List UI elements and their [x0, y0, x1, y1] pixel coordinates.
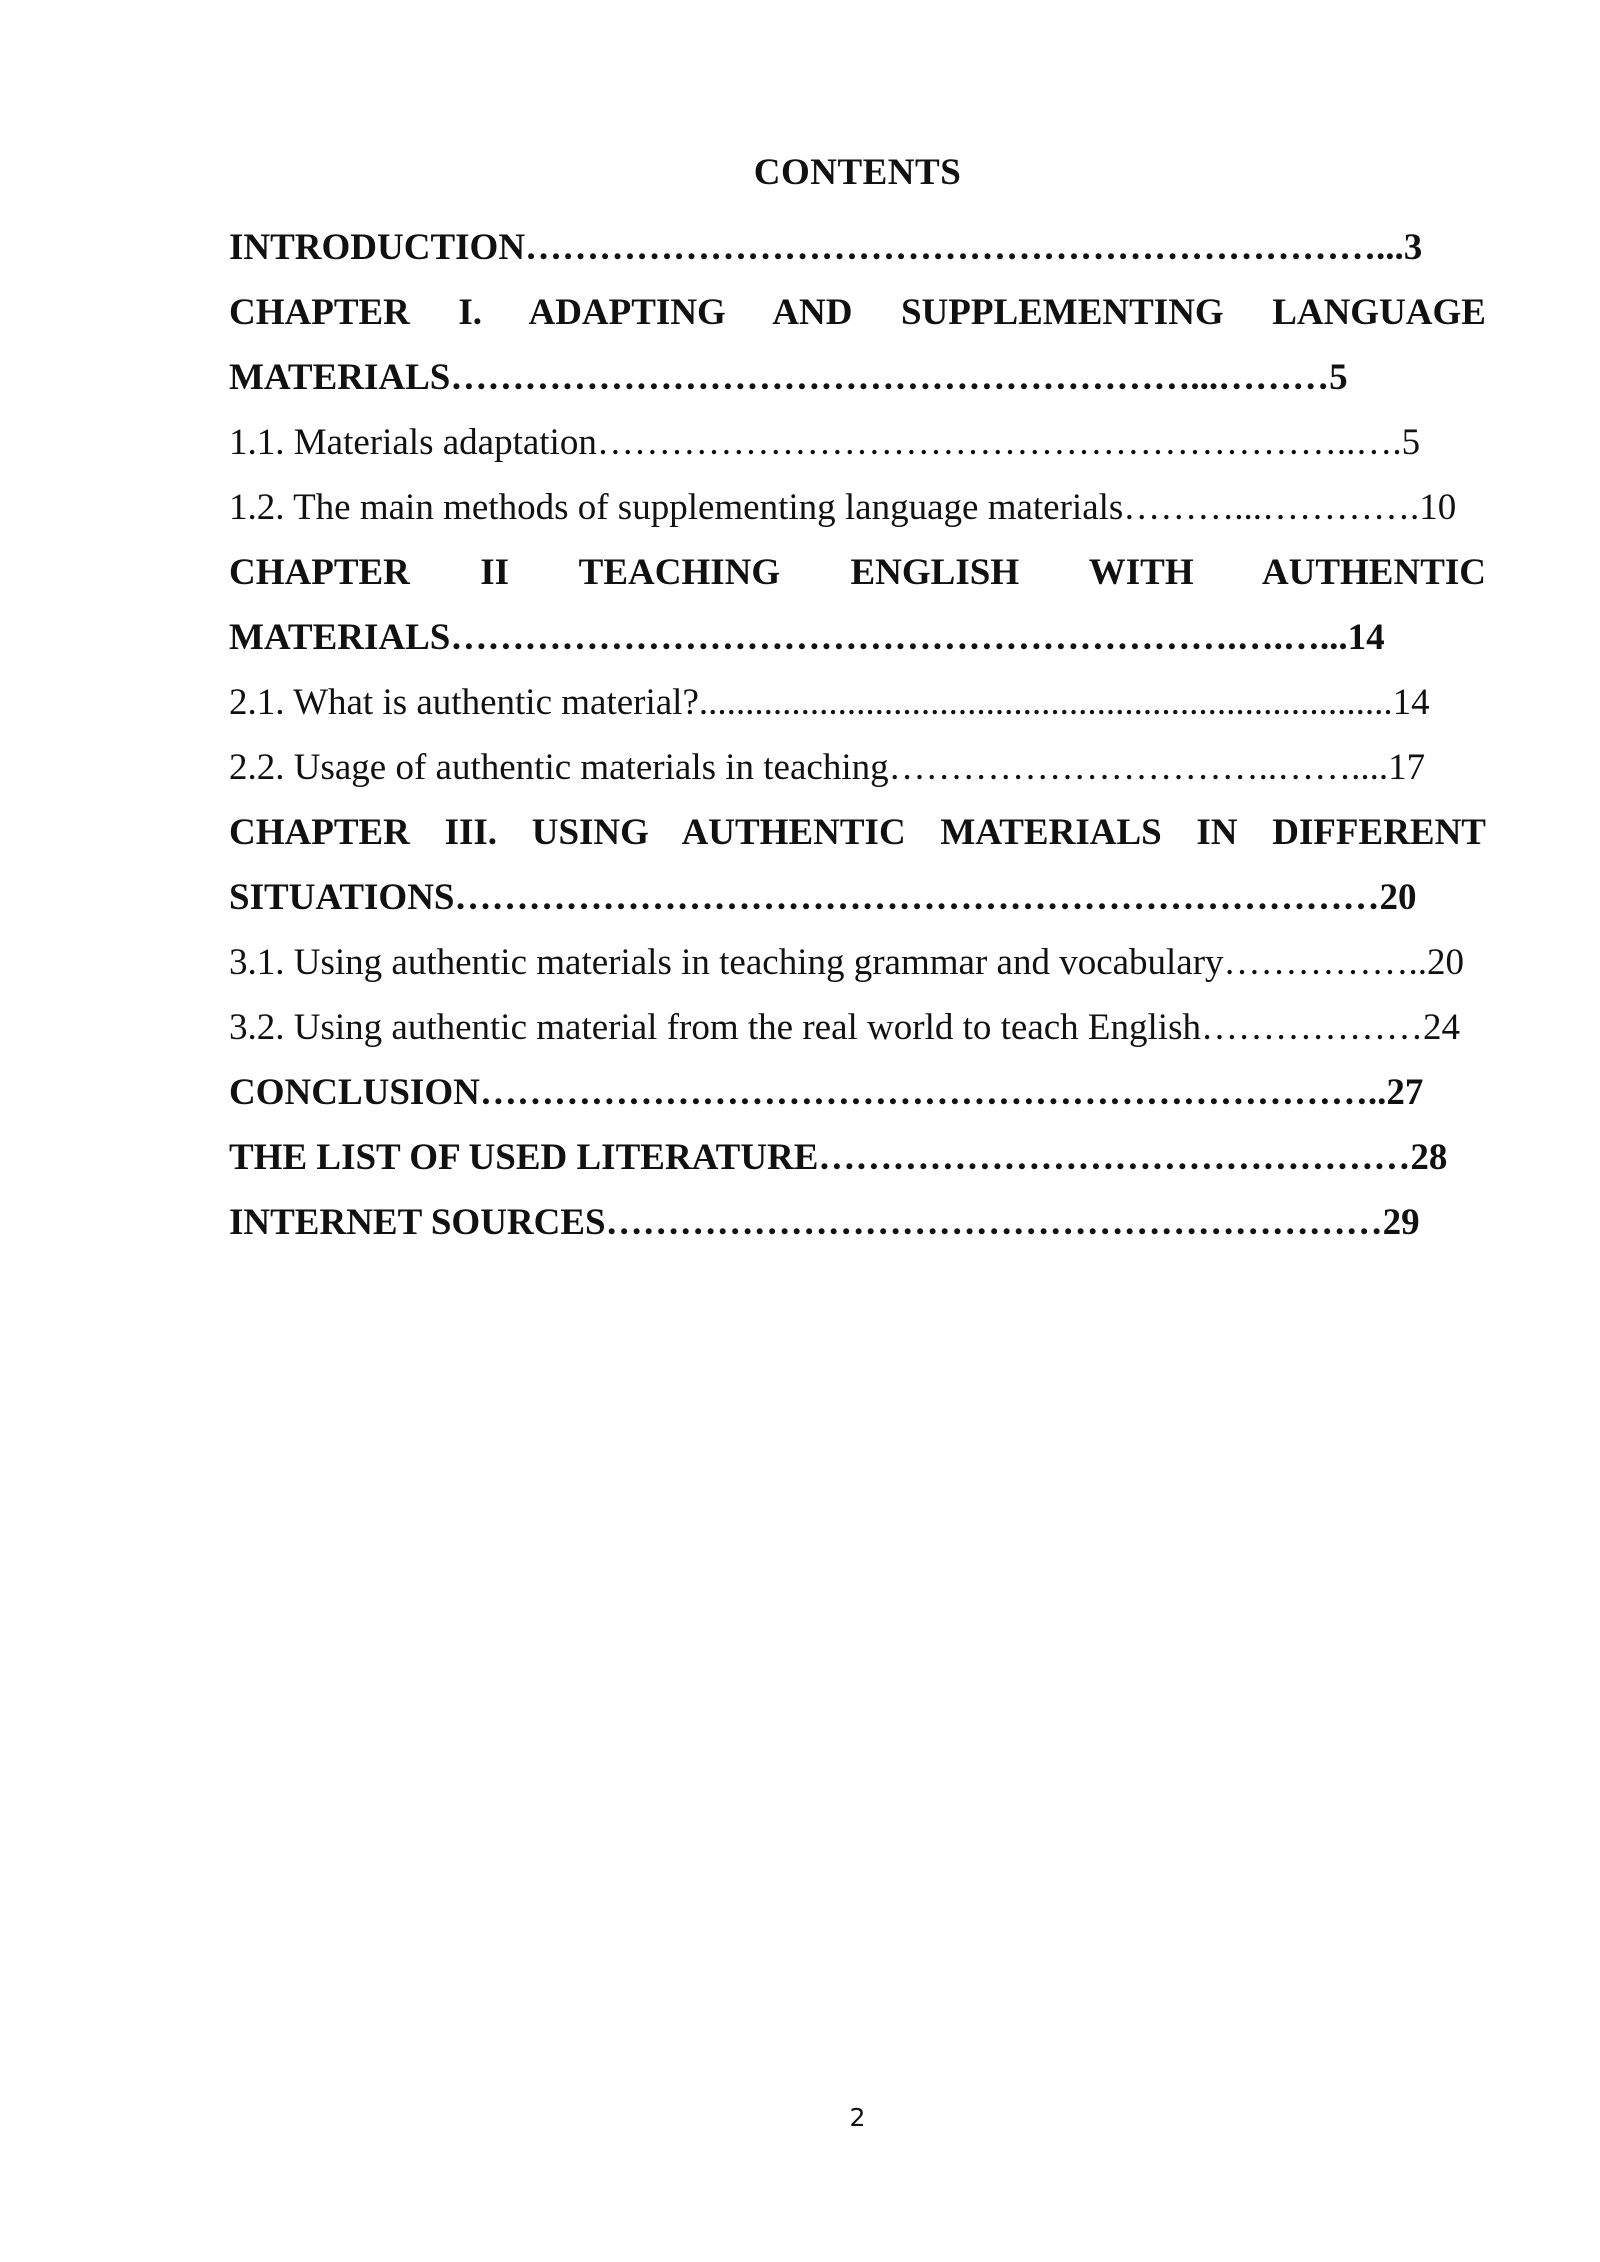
toc-line-literature: THE LIST OF USED LITERATURE…………………………………………28 [229, 1137, 1448, 1178]
toc-line-section-3-2: 3.2. Using authentic material from the real world to teach English………………24 [229, 1007, 1460, 1048]
toc-line-chapter-2-heading: CHAPTER II TEACHING ENGLISH WITH AUTHENTIC [229, 552, 1486, 593]
toc-line-internet-sources: INTERNET SOURCES………………………………………………………29 [229, 1202, 1420, 1243]
toc-line-section-2-1: 2.1. What is authentic material?...........................................................................14 [229, 682, 1430, 723]
toc-line-chapter-3-continued: SITUATIONS…………………………………………………………………20 [229, 877, 1417, 918]
page-title: CONTENTS [753, 152, 962, 193]
toc-line-chapter-2-continued: MATERIALS……………………………………………………….….…...14 [229, 617, 1385, 658]
toc-line-chapter-3-heading: CHAPTER III. USING AUTHENTIC MATERIALS IN DIFFERENT [229, 812, 1486, 853]
toc-line-introduction: INTRODUCTION……………………………………………………………...3 [229, 227, 1423, 268]
toc-line-chapter-1-heading: CHAPTER I. ADAPTING AND SUPPLEMENTING LANGUAGE [229, 292, 1486, 333]
page-number: 2 [849, 2103, 866, 2132]
toc-line-section-1-1: 1.1. Materials adaptation……………………………………………………..….5 [229, 422, 1421, 463]
toc-line-chapter-1-continued: MATERIALS……………………………………………………...………5 [229, 357, 1348, 398]
toc-line-section-2-2: 2.2. Usage of authentic materials in teaching…………………………..……....17 [229, 747, 1426, 788]
table-of-contents [229, 215, 1486, 1255]
toc-line-section-1-2: 1.2. The main methods of supplementing language materials………...………….10 [229, 487, 1457, 528]
toc-line-conclusion: CONCLUSION………………………………………………………………..27 [229, 1072, 1424, 1113]
toc-line-section-3-1: 3.1. Using authentic materials in teaching grammar and vocabulary……………..20 [229, 942, 1465, 983]
